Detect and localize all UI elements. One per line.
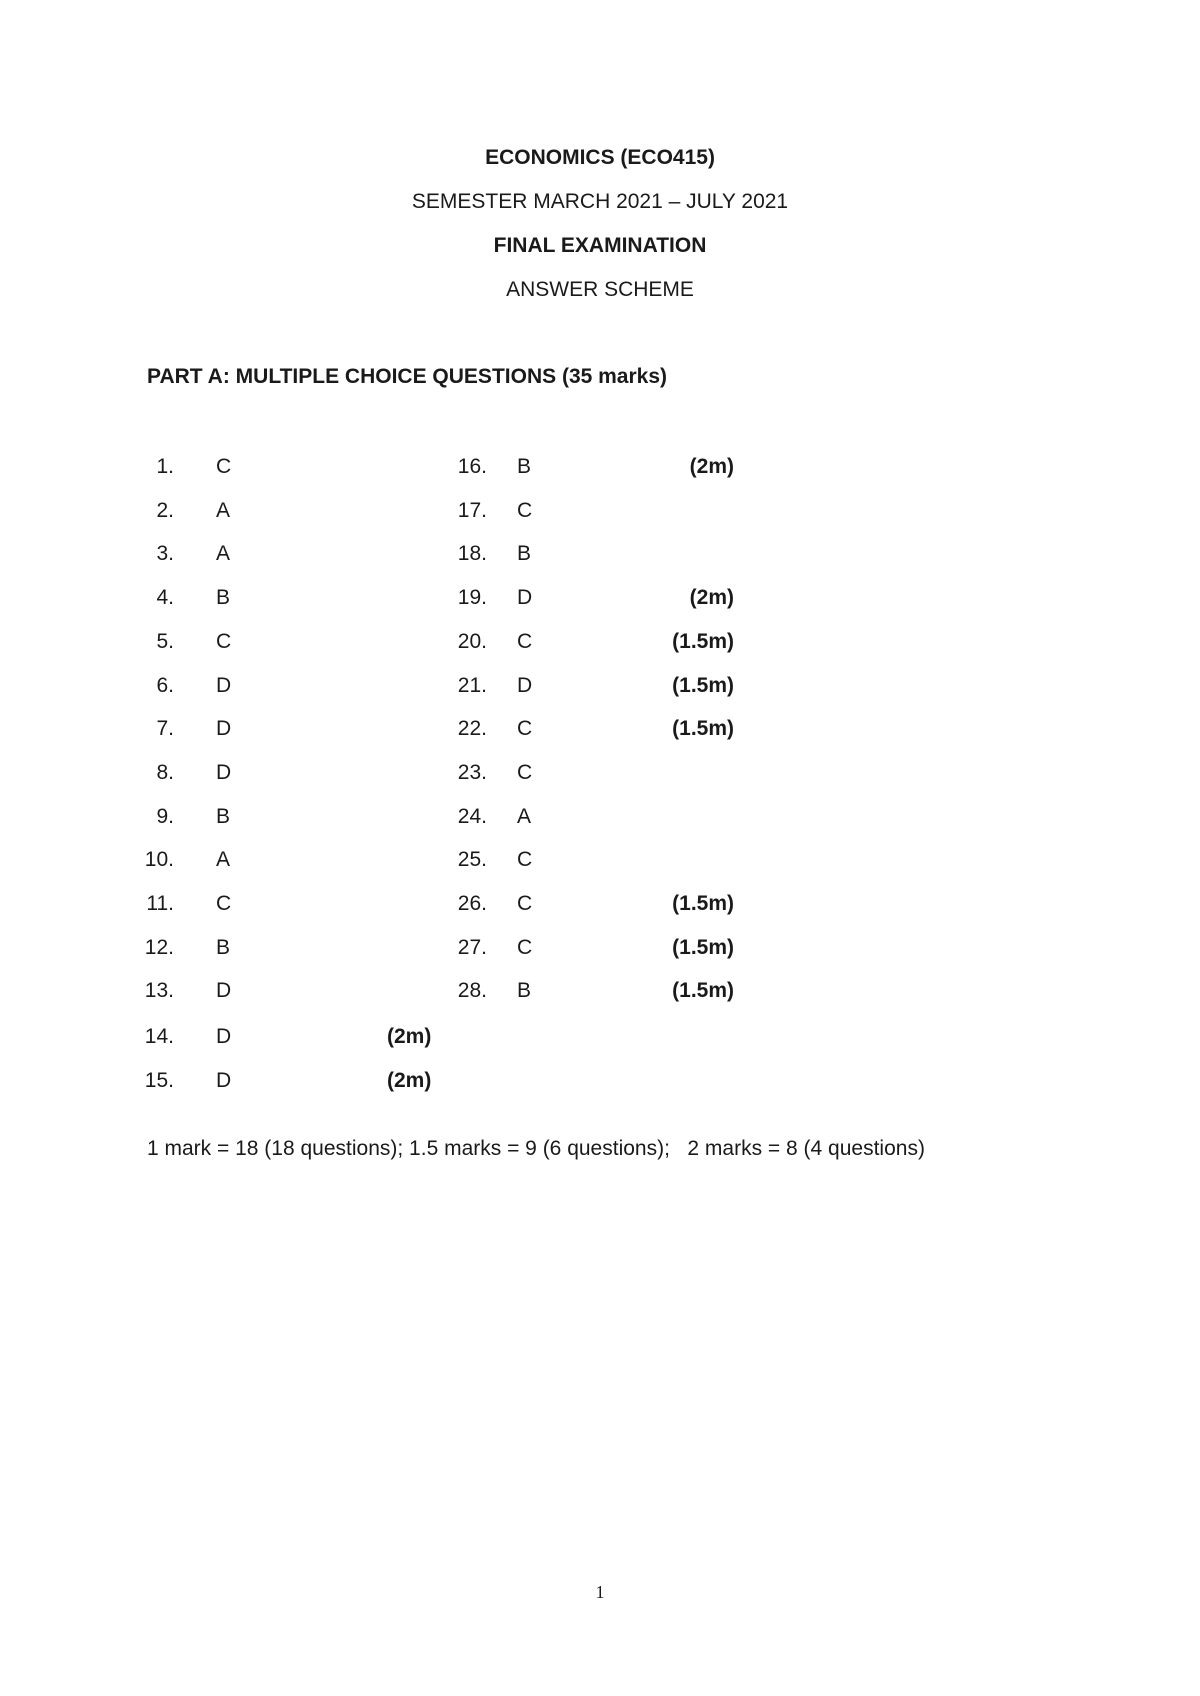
marks-label: (1.5m) — [672, 892, 734, 915]
question-number: 4. — [156, 586, 174, 609]
question-number: 9. — [156, 805, 174, 828]
answer-letter: D — [216, 717, 232, 740]
question-number: 22. — [457, 717, 487, 740]
marks-label: (1.5m) — [672, 717, 734, 740]
answer-letter: D — [216, 761, 232, 784]
answer-letter: A — [216, 542, 231, 565]
answer-letter: C — [517, 499, 533, 522]
question-number: 7. — [156, 717, 174, 740]
question-number: 15. — [144, 1069, 174, 1092]
answer-letter: B — [517, 455, 532, 478]
answer-letter: B — [517, 542, 532, 565]
question-number: 21. — [457, 674, 487, 697]
question-number: 2. — [156, 499, 174, 522]
answer-letter: A — [216, 499, 231, 522]
answer-letter: B — [517, 979, 532, 1002]
question-number: 8. — [156, 761, 174, 784]
question-number: 13. — [144, 979, 174, 1002]
answer-letter: C — [517, 630, 533, 653]
question-number: 11. — [146, 892, 174, 915]
exam-title: FINAL EXAMINATION — [493, 234, 707, 257]
answer-letter: C — [517, 848, 533, 871]
answer-letter: C — [517, 936, 533, 959]
semester-line: SEMESTER MARCH 2021 – JULY 2021 — [411, 190, 789, 213]
answer-letter: D — [517, 586, 533, 609]
answer-letter: D — [216, 1069, 232, 1092]
answer-letter: B — [216, 586, 231, 609]
marks-label: (1.5m) — [672, 674, 734, 697]
answer-letter: C — [216, 892, 232, 915]
marks-label: (1.5m) — [672, 936, 734, 959]
marks-summary: 1 mark = 18 (18 questions); 1.5 marks = 9 (6 questions); 2 marks = 8 (4 questions) — [147, 1137, 925, 1160]
marks-label: (1.5m) — [672, 630, 734, 653]
question-number: 26. — [457, 892, 487, 915]
answer-letter: C — [517, 892, 533, 915]
marks-label: (2m) — [387, 1025, 432, 1048]
question-number: 18. — [457, 542, 487, 565]
question-number: 3. — [156, 542, 174, 565]
answer-letter: A — [216, 848, 231, 871]
document-type: ANSWER SCHEME — [506, 278, 694, 301]
answer-letter: D — [216, 979, 232, 1002]
question-number: 25. — [457, 848, 487, 871]
marks-label: (2m) — [387, 1069, 432, 1092]
answer-letter: C — [216, 630, 232, 653]
question-number: 23. — [457, 761, 487, 784]
part-a-title: PART A: MULTIPLE CHOICE QUESTIONS (35 marks) — [147, 365, 668, 388]
marks-label: (2m) — [689, 586, 734, 609]
question-number: 12. — [144, 936, 174, 959]
question-number: 14. — [144, 1025, 174, 1048]
page-number: 1 — [595, 1582, 605, 1602]
question-number: 20. — [457, 630, 487, 653]
marks-label: (1.5m) — [672, 979, 734, 1002]
answer-letter: B — [216, 805, 231, 828]
question-number: 19. — [457, 586, 487, 609]
answer-letter: D — [517, 674, 533, 697]
question-number: 17. — [457, 499, 487, 522]
question-number: 6. — [156, 674, 174, 697]
answer-letter: C — [517, 717, 533, 740]
marks-label: (2m) — [689, 455, 734, 478]
question-number: 10. — [144, 848, 174, 871]
question-number: 1. — [156, 455, 174, 478]
answer-letter: D — [216, 674, 232, 697]
question-number: 16. — [457, 455, 487, 478]
question-number: 5. — [156, 630, 174, 653]
answer-letter: C — [517, 761, 533, 784]
answer-letter: B — [216, 936, 231, 959]
question-number: 28. — [457, 979, 487, 1002]
course-title: ECONOMICS (ECO415) — [485, 146, 715, 169]
answer-letter: D — [216, 1025, 232, 1048]
answer-letter: A — [517, 805, 532, 828]
question-number: 27. — [457, 936, 487, 959]
answer-letter: C — [216, 455, 232, 478]
question-number: 24. — [457, 805, 487, 828]
